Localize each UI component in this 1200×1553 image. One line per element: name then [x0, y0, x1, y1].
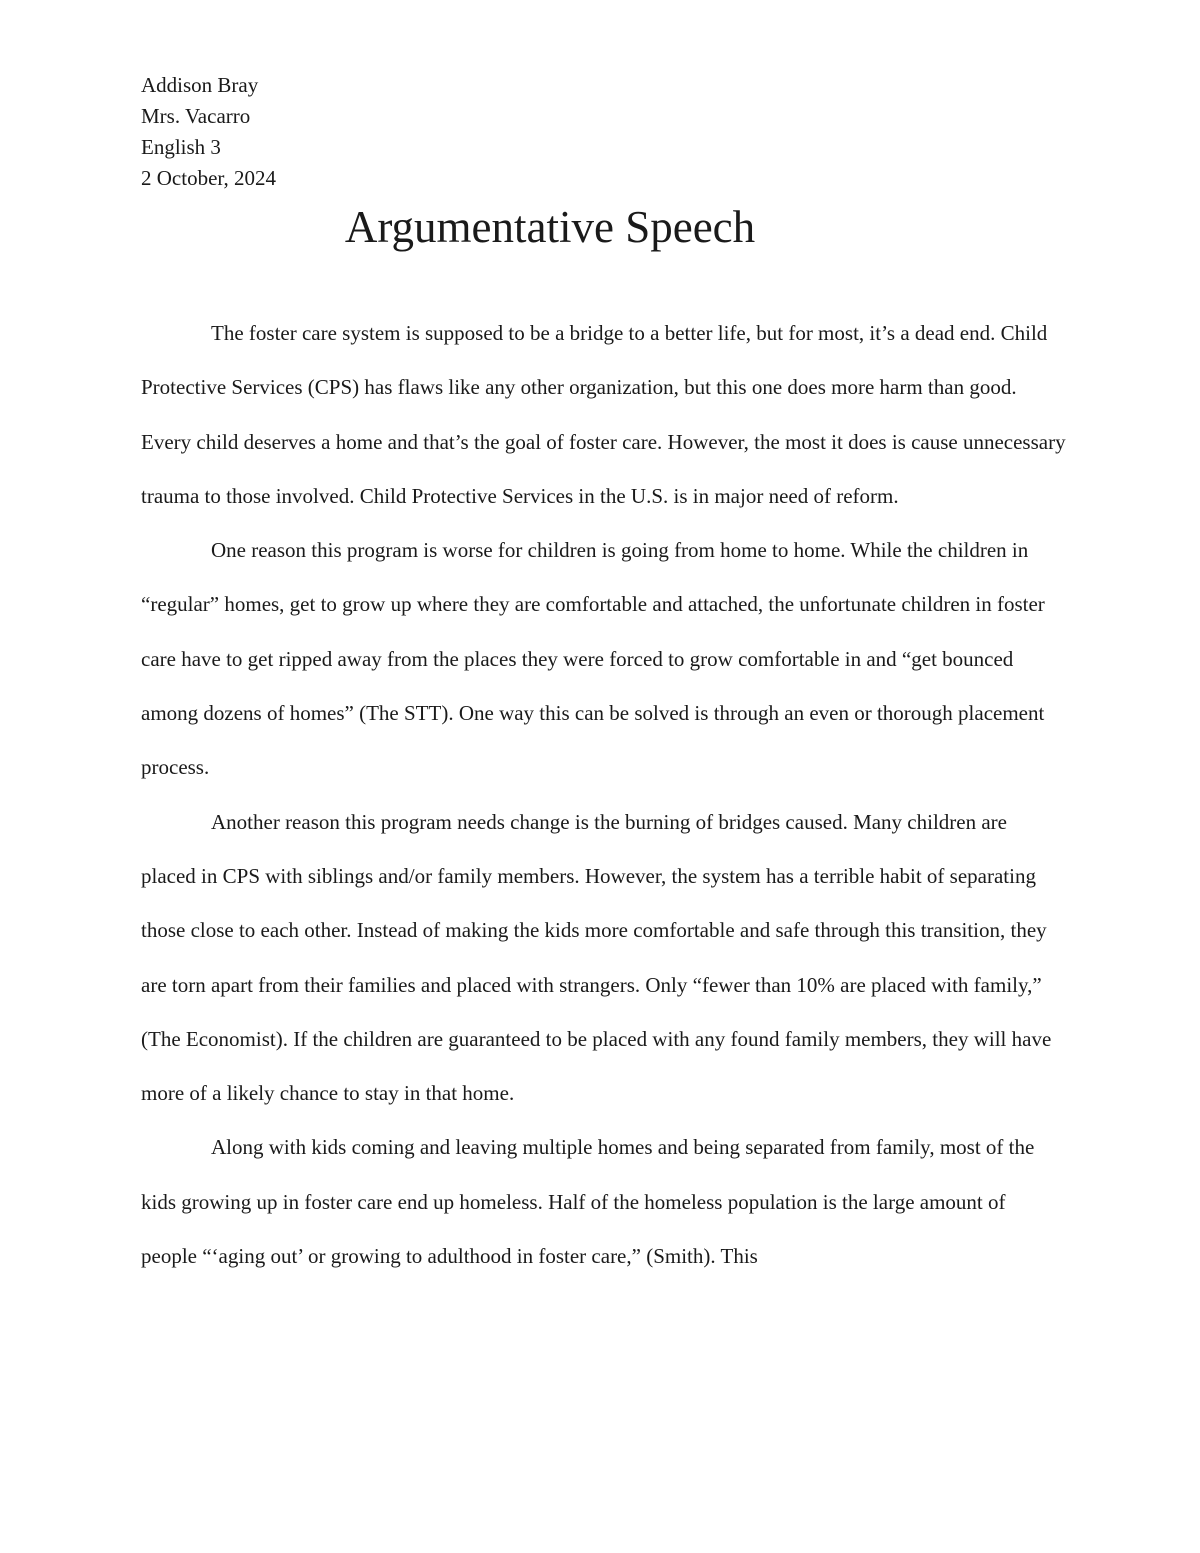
paragraph-intro: The foster care system is supposed to be a bridge to a better life, but for most, it’s a dead end. Child Protective Services (CPS) has flaws like any other organization, but this one does more harm than good. Every child deserves a home and that’s the goal of foster care. However, the most it does is cause unnecessary trauma to those involved. Child Protective Services in the U.S. is in major need of reform.	[141, 321, 1066, 508]
course-name: English 3	[141, 135, 221, 159]
document-date: 2 October, 2024	[141, 166, 277, 190]
paragraph-homelessness: Along with kids coming and leaving multiple homes and being separated from family, most of the kids growing up in foster care end up homeless. Half of the homeless population is the large amount of people “‘aging out’ or growing to adulthood in foster care,” (Smith). This	[141, 1135, 1035, 1269]
document-title: Argumentative Speech	[344, 202, 756, 252]
paragraph-home-to-home: One reason this program is worse for children is going from home to home. While the children in “regular” homes, get to grow up where they are comfortable and attached, the unfortunate children in foster care have to get ripped away from the places they were forced to grow comfortable in and “get bounced among dozens of homes” (The STT). One way this can be solved is through an even or thorough placement process.	[141, 538, 1045, 780]
document-body	[141, 306, 1066, 1283]
heading-block	[141, 70, 276, 194]
paragraph-family-separation: Another reason this program needs change is the burning of bridges caused. Many children are placed in CPS with siblings and/or family members. However, the system has a terrible habit of separating those close to each other. Instead of making the kids more comfortable and safe through this transition, they are torn apart from their families and placed with strangers. Only “fewer than 10% are placed with family,” (The Economist). If the children are guaranteed to be placed with any found family members, they will have more of a likely chance to stay in that home.	[141, 809, 1052, 1106]
teacher-name: Mrs. Vacarro	[141, 104, 251, 128]
student-name: Addison Bray	[141, 73, 259, 97]
